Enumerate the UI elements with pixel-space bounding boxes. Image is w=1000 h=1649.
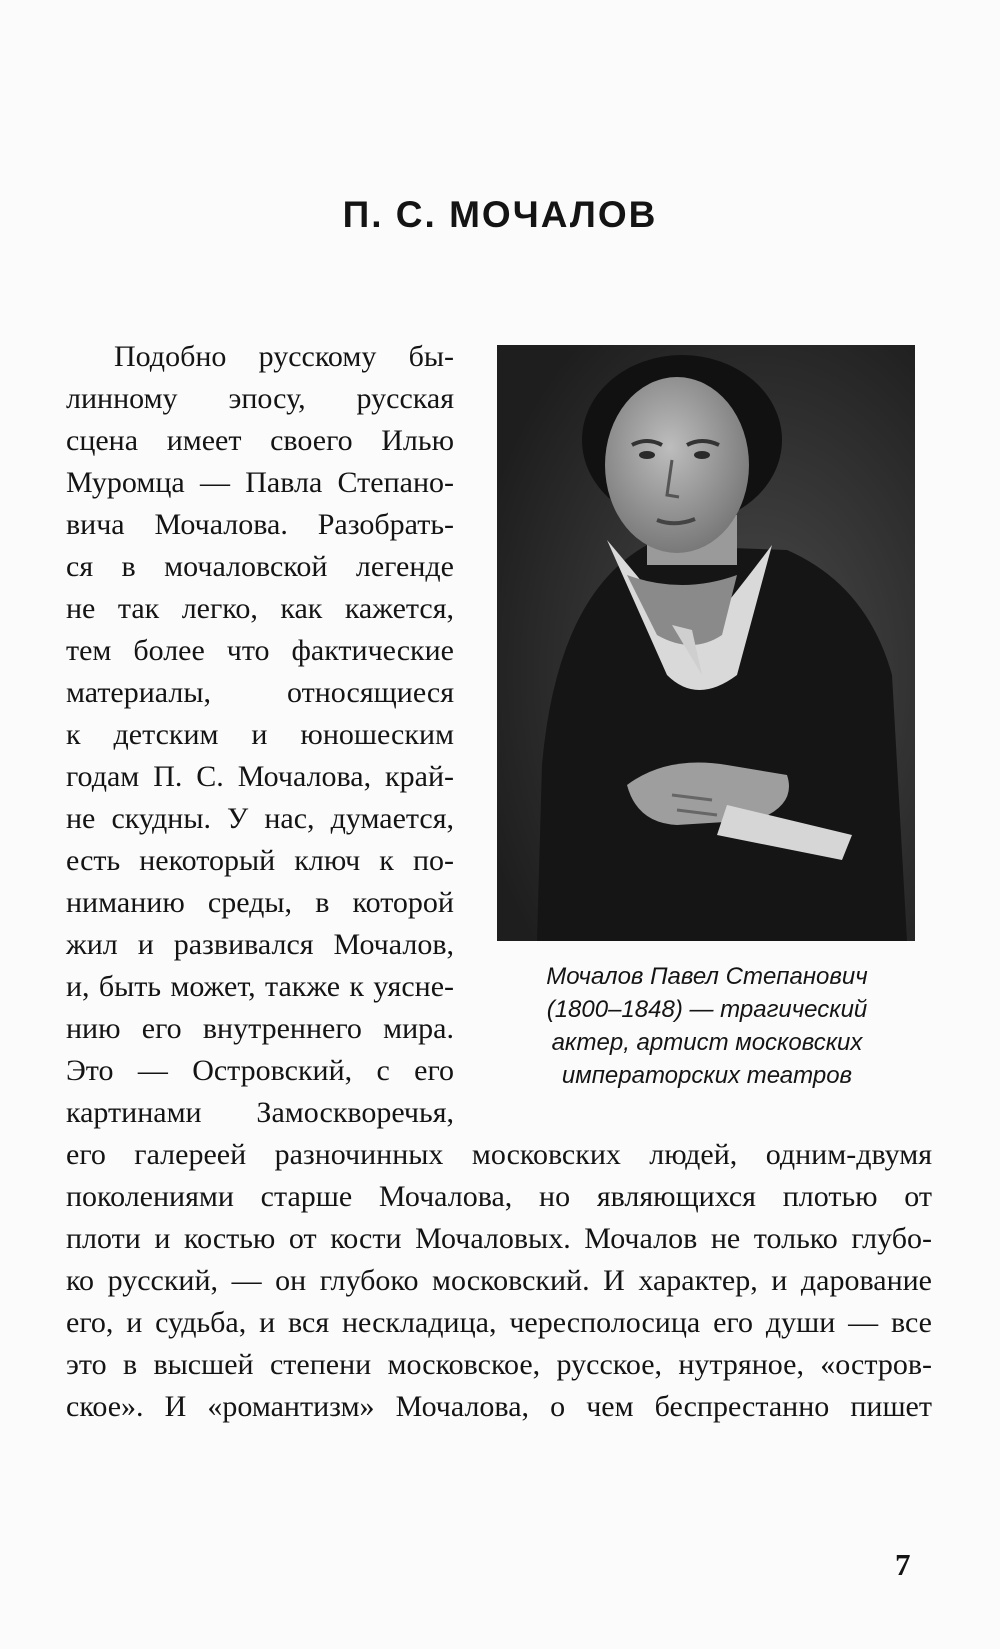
body-line: есть некоторый ключ к по-: [66, 844, 454, 877]
page-title: П. С. МОЧАЛОВ: [342, 194, 658, 235]
body-line: поколениями старше Мочалова, но являющихся плотью от: [66, 1180, 932, 1213]
body-line: ся в мочаловской легенде: [66, 550, 454, 583]
body-line: и, быть может, также к уясне-: [66, 970, 454, 1003]
body-line: линному эпосу, русская: [66, 382, 454, 415]
body-line: его галереей разночинных московских людей, одним-двумя: [66, 1138, 932, 1171]
body-line: сцена имеет своего Илью: [66, 424, 454, 457]
body-line: к детским и юношеским: [66, 718, 454, 751]
portrait-image: [497, 345, 915, 941]
body-line: это в высшей степени московское, русское, нутряное, «остров-: [66, 1348, 932, 1381]
body-line: его, и судьба, и вся нескладица, чересполосица его души — все: [66, 1306, 932, 1339]
body-line: Подобно русскому бы-: [114, 340, 454, 373]
body-line: картинами Замоскворечья,: [66, 1096, 454, 1129]
page-number: 7: [895, 1547, 911, 1582]
body-line: ко русский, — он глубоко московский. И характер, и дарование: [66, 1264, 932, 1297]
body-line: нию его внутреннего мира.: [66, 1012, 454, 1045]
body-line: Это — Островский, с его: [66, 1054, 454, 1087]
body-line: ниманию среды, в которой: [66, 886, 454, 919]
body-line: годам П. С. Мочалова, край-: [66, 760, 454, 793]
body-line: тем более что фактические: [66, 634, 454, 667]
body-line: не так легко, как кажется,: [66, 592, 454, 625]
body-line: не скудны. У нас, думается,: [66, 802, 454, 835]
body-line: Муромца — Павла Степано-: [66, 466, 454, 499]
body-line: материалы, относящиеся: [66, 676, 454, 709]
body-line: плоти и костью от кости Мочаловых. Мочалов не только глубо-: [66, 1222, 932, 1255]
body-line: вича Мочалова. Разобрать-: [66, 508, 454, 541]
figure-caption: Мочалов Павел Степанович (1800–1848) — трагический актер, артист московских императорских театров: [546, 963, 868, 1089]
body-line: жил и развивался Мочалов,: [66, 928, 454, 961]
body-line: ское». И «романтизм» Мочалова, о чем беспрестанно пишет: [66, 1390, 932, 1423]
